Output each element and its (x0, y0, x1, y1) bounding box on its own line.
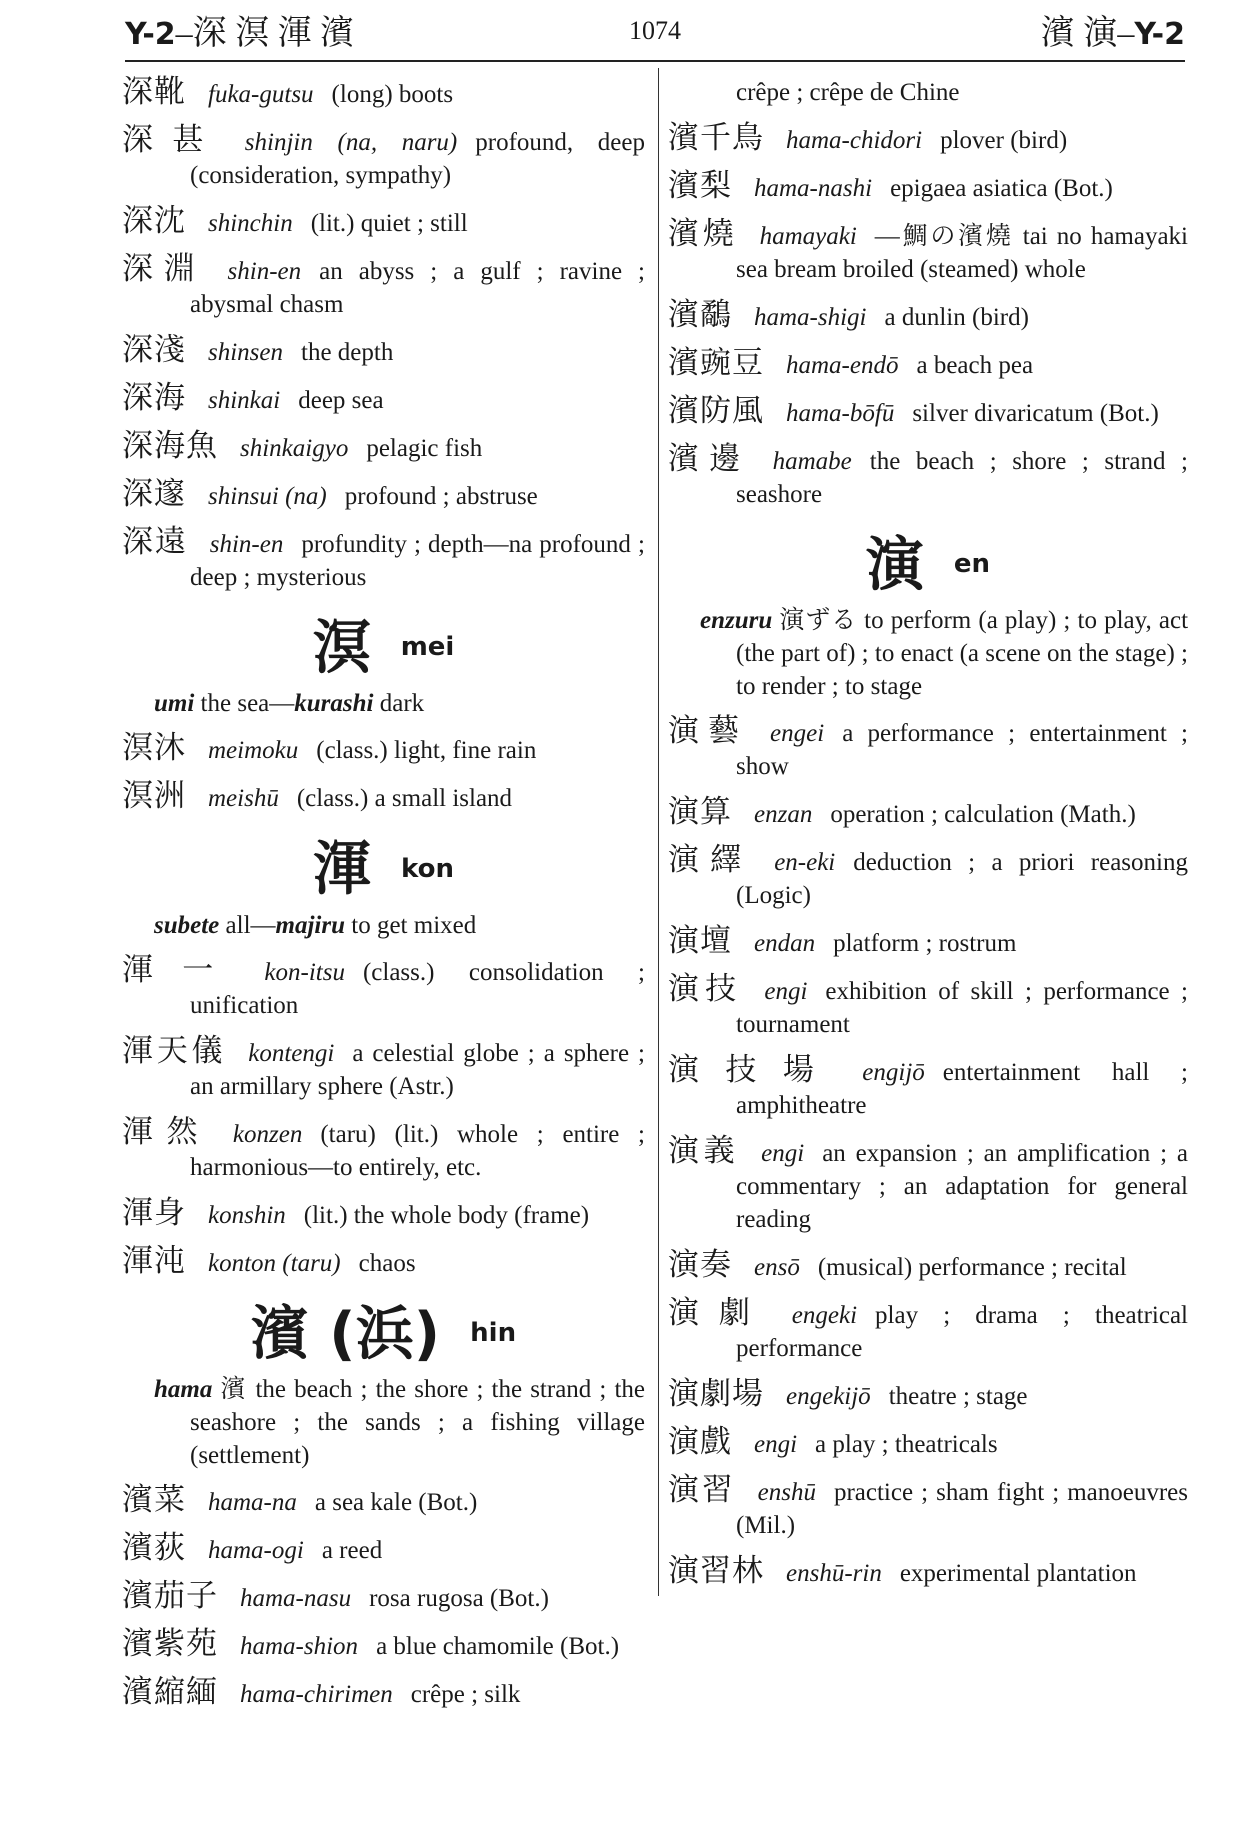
entry-definition: theatre ; stage (888, 1383, 1028, 1411)
entry-romaji: shinsen (208, 339, 283, 366)
dictionary-entry (668, 1426, 1188, 1461)
dictionary-entry (668, 1378, 1188, 1413)
entry-romaji: hama-chidori (786, 127, 923, 154)
entry-romaji: shinchin (208, 210, 293, 237)
dictionary-entry (122, 1529, 645, 1567)
entry-definition: an expansion ; an amplification ; a commentary ; an adaptation for general reading (736, 1140, 1188, 1234)
entry-definition: (class.) a small island (296, 785, 513, 813)
dictionary-entry (668, 122, 1188, 157)
dictionary-entry (122, 430, 645, 465)
entry-romaji: shinsui (na) (208, 483, 327, 510)
entry-kanji: 演藝 (668, 713, 749, 750)
entry-romaji: kontengi (248, 1039, 335, 1067)
entry-kanji: 渾然 (122, 1113, 211, 1150)
entry-definition: silver divaricatum (Bot.) (912, 400, 1159, 427)
entry-romaji: kon-itsu (264, 958, 345, 986)
entry-definition: (lit.) the whole body (frame) (303, 1201, 590, 1229)
entry-romaji: shin-en (209, 531, 284, 558)
entry-kanji: 演算 (668, 794, 732, 831)
entry-romaji: engijō (862, 1059, 925, 1087)
entry-kanji: 深海 (122, 380, 186, 416)
entry-kanji: 濱鷸 (668, 297, 732, 333)
entry-romaji: hama-bōfū (786, 400, 895, 427)
dictionary-entry (668, 1054, 1188, 1122)
entry-kanji: 濱紫苑 (122, 1625, 218, 1662)
page-header (125, 10, 1185, 58)
entry-kanji: 深甚 (122, 122, 223, 158)
entry-definition: entertainment hall ; amphitheatre (736, 1059, 1189, 1120)
dictionary-entry (668, 1555, 1188, 1590)
entry-kanji: 演繹 (668, 842, 753, 879)
dictionary-entry (122, 124, 645, 192)
entry-romaji: hamabe (772, 448, 852, 475)
dictionary-entry (668, 844, 1188, 912)
header-rule (125, 60, 1185, 62)
entry-definition: deduction ; a priori reasoning (Logic) (736, 849, 1188, 910)
entry-definition: a celestial globe ; a sphere ; an armillary sphere (Astr.) (190, 1039, 645, 1100)
entry-romaji: shinkaigyo (240, 435, 349, 462)
entry-definition: the beach ; shore ; strand ; seashore (736, 448, 1188, 508)
right-column (668, 76, 1188, 1603)
dictionary-entry (122, 1577, 645, 1615)
entry-romaji: hama-nashi (754, 175, 873, 202)
dictionary-entry (668, 299, 1188, 334)
entry-kanji: 演壇 (668, 923, 732, 960)
entry-definition: experimental plantation (899, 1560, 1137, 1588)
entry-romaji: ensō (754, 1254, 800, 1282)
header-right-chars: 濱 演– (1040, 15, 1135, 52)
continued-line: crêpe ; crêpe de Chine (736, 79, 960, 106)
entry-romaji: hamayaki (759, 223, 857, 250)
entry-kanji: 濱豌豆 (668, 345, 764, 381)
entry-definition: exhibition of skill ; performance ; tournament (736, 978, 1189, 1039)
entry-romaji: hama-shigi (754, 304, 867, 331)
entry-definition: (class.) light, fine rain (316, 737, 537, 765)
entry-definition: operation ; calculation (Math.) (830, 801, 1136, 829)
entry-definition: a reed (321, 1536, 383, 1564)
dictionary-entry (668, 1135, 1188, 1236)
entry-romaji: engeki (791, 1302, 858, 1330)
dictionary-entry (122, 780, 645, 815)
headword-kon: 渾 kon (313, 834, 454, 903)
entry-romaji: konton (taru) (208, 1249, 341, 1277)
entry-kanji: 深海魚 (122, 428, 218, 464)
entry-kanji: 深邃 (122, 476, 186, 512)
entry-kanji: 深遠 (122, 524, 188, 560)
entry-definition: chaos (358, 1249, 416, 1277)
entry-definition: play ; drama ; theatrical performance (736, 1302, 1189, 1363)
entry-definition: profound ; abstruse (344, 483, 538, 510)
column-divider (658, 68, 659, 1596)
entry-kanji: 濱邊 (668, 441, 751, 477)
entry-kanji: 渾身 (122, 1194, 186, 1231)
kun-reading-en: enzuru 演ずる to perform (a play) ; to play, act (the part of) ; to enact (a scene on the stage) ; to render ; to stage (700, 607, 1189, 701)
entry-definition: practice ; sham fight ; manoeuvres (Mil.) (736, 1479, 1189, 1540)
dictionary-entry (668, 443, 1188, 511)
dictionary-entry (122, 1032, 645, 1103)
entry-romaji: engei (770, 720, 825, 748)
kun-reading-mei: umi the sea—kurashi dark (154, 690, 425, 718)
header-left-code: Y-2 (125, 17, 176, 52)
entry-romaji: endan (754, 930, 816, 958)
entry-romaji: konzen (232, 1120, 303, 1148)
dictionary-entry (668, 796, 1188, 831)
left-column (122, 76, 645, 1724)
entry-kanji: 深沈 (122, 203, 186, 239)
entry-definition: (long) boots (331, 81, 454, 108)
entry-kanji: 演劇場 (668, 1376, 764, 1413)
headword-en: 演 en (865, 530, 991, 599)
dictionary-entry (122, 1625, 645, 1663)
entry-definition: (taru) (lit.) whole ; entire ; harmonious—to entirely, etc. (190, 1120, 645, 1181)
entry-romaji: shinkai (208, 387, 281, 414)
dictionary-entry (668, 715, 1188, 783)
entry-kanji: 溟洲 (122, 778, 186, 815)
entry-kanji: 演義 (668, 1133, 740, 1170)
entry-kanji: 濱菜 (122, 1481, 186, 1518)
entry-romaji: hama-nasu (240, 1584, 352, 1612)
entry-definition: a blue chamomile (Bot.) (376, 1632, 620, 1660)
entry-definition: platform ; rostrum (833, 930, 1017, 958)
entry-romaji: engekijō (786, 1383, 871, 1411)
entry-kanji: 演技場 (668, 1052, 841, 1089)
entry-romaji: enshū-rin (786, 1560, 882, 1588)
dictionary-entry (668, 925, 1188, 960)
dictionary-entry (122, 1242, 645, 1280)
dictionary-entry (122, 76, 645, 111)
dictionary-entry (122, 253, 645, 321)
entry-kanji: 渾天儀 (122, 1032, 227, 1069)
entry-romaji: engi (754, 1431, 798, 1459)
entry-romaji: en-eki (774, 849, 836, 877)
entry-kanji: 濱燒 (668, 216, 738, 252)
entry-kanji: 渾沌 (122, 1242, 186, 1279)
dictionary-entry (122, 205, 645, 240)
kun-reading-hin: hama 濱 the beach ; the shore ; the strand ; the seashore ; the sands ; a fishing village (settlement) (154, 1375, 646, 1469)
entry-romaji: meimoku (208, 737, 299, 765)
entry-romaji: enshū (757, 1479, 816, 1507)
entry-kanji: 濱防風 (668, 393, 764, 429)
dictionary-entry (122, 1194, 645, 1232)
entry-kanji: 深淺 (122, 332, 186, 368)
entry-definition: a beach pea (916, 352, 1034, 379)
entry-definition: a dunlin (bird) (884, 304, 1029, 331)
entry-romaji: shin-en (227, 258, 302, 285)
entry-definition: a performance ; entertainment ; show (736, 720, 1189, 781)
dictionary-entry (668, 218, 1188, 286)
entry-kanji: 演習 (668, 1472, 736, 1509)
entry-definition: (musical) performance ; recital (817, 1254, 1127, 1282)
entry-definition: epigaea asiatica (Bot.) (890, 175, 1113, 202)
entry-kanji: 演奏 (668, 1247, 732, 1284)
dictionary-entry (122, 951, 645, 1022)
entry-kanji: 濱茄子 (122, 1577, 218, 1614)
entry-kanji: 濱千鳥 (668, 120, 764, 156)
header-right-code: Y-2 (1134, 17, 1185, 52)
page-number: 1074 (629, 16, 681, 45)
dictionary-entry (668, 1474, 1188, 1542)
entry-romaji: enzan (754, 801, 813, 829)
entry-romaji: meishū (208, 785, 279, 813)
entry-definition: crêpe ; silk (410, 1680, 521, 1708)
headword-hin: 濱 (浜) hin (250, 1298, 517, 1367)
entry-kanji: 渾一 (122, 951, 243, 988)
entry-kanji: 深靴 (122, 74, 186, 110)
entry-kanji: 濱縮緬 (122, 1673, 218, 1710)
entry-kanji: 演技 (668, 971, 743, 1008)
entry-kanji: 濱梨 (668, 168, 732, 204)
entry-romaji: shinjin (na, naru) (244, 129, 458, 156)
entry-romaji: hama-chirimen (240, 1680, 393, 1708)
entry-definition: pelagic fish (366, 435, 483, 462)
entry-kanji: 演劇 (668, 1295, 770, 1332)
entry-romaji: engi (764, 978, 808, 1006)
dictionary-entry (122, 1673, 645, 1711)
entry-romaji: fuka-gutsu (208, 81, 314, 108)
entry-definition: a play ; theatricals (815, 1431, 998, 1459)
headword-mei: 溟 mei (312, 613, 455, 682)
dictionary-entry (668, 973, 1188, 1041)
dictionary-entry (122, 526, 645, 594)
dictionary-entry (122, 334, 645, 369)
entry-definition: the depth (301, 339, 394, 366)
header-right (1041, 14, 1185, 55)
entry-romaji: engi (761, 1140, 805, 1168)
entry-definition: a sea kale (Bot.) (314, 1488, 478, 1516)
entry-kanji: 濱荻 (122, 1529, 186, 1566)
entry-kanji: 演習林 (668, 1553, 764, 1590)
entry-romaji: hama-na (208, 1488, 297, 1516)
entry-romaji: hama-endō (786, 352, 899, 379)
entry-definition: deep sea (298, 387, 384, 414)
entry-definition: (lit.) quiet ; still (310, 210, 468, 237)
dictionary-entry (122, 478, 645, 513)
dictionary-entry (668, 1297, 1188, 1365)
dictionary-entry (668, 170, 1188, 205)
dictionary-entry (122, 1113, 645, 1184)
dictionary-entry (668, 1249, 1188, 1284)
entry-kanji: 演戲 (668, 1424, 732, 1461)
entry-romaji: hama-ogi (208, 1536, 304, 1564)
entry-romaji: konshin (208, 1201, 286, 1229)
entry-definition: profundity ; depth—na profound ; deep ; mysterious (190, 531, 645, 591)
entry-definition: plover (bird) (940, 127, 1068, 154)
kun-reading-kon: subete all—majiru to get mixed (154, 911, 477, 939)
header-left-chars: –深 溟 渾 濱 (175, 15, 355, 52)
entry-definition: rosa rugosa (Bot.) (369, 1584, 549, 1612)
entry-definition: (class.) consolidation ; unification (190, 958, 645, 1019)
entry-kanji: 深淵 (122, 251, 206, 287)
entry-romaji: hama-shion (240, 1632, 359, 1660)
entry-kanji: 溟沐 (122, 730, 186, 767)
dictionary-entry (668, 347, 1188, 382)
dictionary-entry (122, 1481, 645, 1519)
dictionary-entry (668, 395, 1188, 430)
dictionary-entry (122, 732, 645, 767)
entry-definition: an abyss ; a gulf ; ravine ; abysmal chasm (190, 258, 645, 318)
entry-definition: profound, deep (consideration, sympathy) (190, 129, 645, 189)
entry-definition: —鯛の濱燒 tai no hamayaki sea bream broiled (steamed) whole (736, 223, 1188, 283)
dictionary-entry (122, 382, 645, 417)
